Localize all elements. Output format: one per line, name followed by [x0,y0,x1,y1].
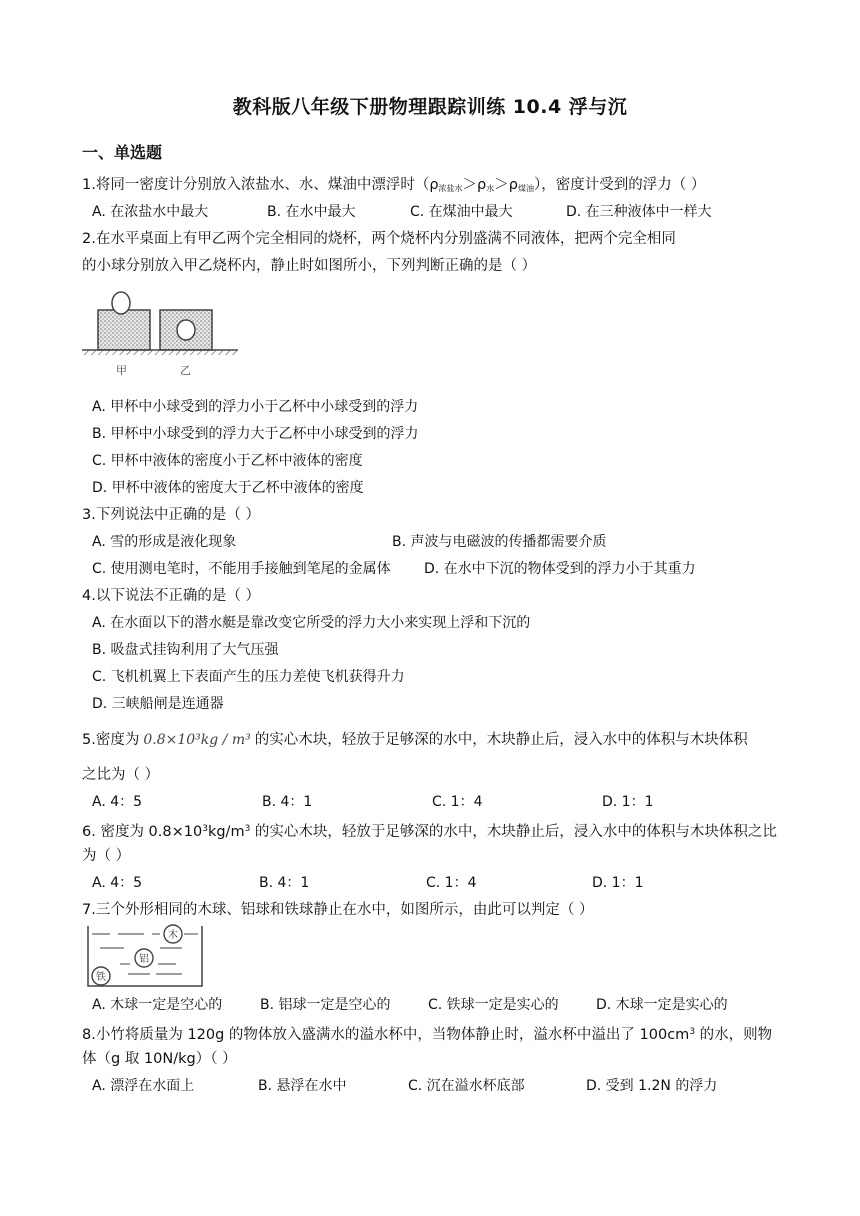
question-8-line-1 [82,1022,772,1045]
density-formula-image: 0.8×10³kg / m³ [143,732,251,748]
question-4-option-d: D. 三峡船闸是连通器 [92,696,224,712]
question-6-option-a: A. 4：5 [92,875,143,891]
question-6-text-c: 的实心木块，轻放于足够深的水中，木块静止后，浸入水中的体积与木块体积之比 [250,824,777,840]
question-8-line-2: 体（g 取 10N/kg）（ ） [82,1051,237,1067]
exponent-2: 3 [244,824,251,834]
ball-floating [112,292,130,314]
question-6-option-d: D. 1：1 [592,875,644,891]
question-4-option-a: A. 在水面以下的潜水艇是靠改变它所受的浮力大小来实现上浮和下沉的 [92,615,531,631]
ball-suspended [177,320,195,340]
rho-subscript-kerosene: 煤油 [517,184,534,193]
question-5-option-a: A. 4：5 [92,794,143,810]
question-8-option-d: D. 受到 1.2N 的浮力 [586,1078,718,1094]
question-5-line-1 [82,730,748,750]
page-title: 教科版八年级下册物理跟踪训练 10.4 浮与沉 [232,96,628,118]
question-2-line-2: 的小球分别放入甲乙烧杯内，静止时如图所小，下列判断正确的是（ ） [82,258,537,274]
question-7: 7.三个外形相同的木球、铝球和铁球静止在水中，如图所示，由此可以判定（ ） [82,902,594,918]
balls-in-water-figure [86,924,204,988]
question-5-line-2: 之比为（ ） [82,767,160,783]
beakers-figure [80,288,240,382]
question-4-option-b: B. 吸盘式挂钩利用了大气压强 [92,642,279,658]
exponent-1: 3 [202,824,208,834]
ball-wood-label: 木 [168,930,178,941]
question-8-option-c: C. 沉在溢水杯底部 [408,1078,525,1094]
question-2-line-1: 2.在水平桌面上有甲乙两个完全相同的烧杯，两个烧杯内分别盛满不同液体，把两个完全相同 [82,231,676,247]
question-2-option-d: D. 甲杯中液体的密度大于乙杯中液体的密度 [92,480,364,496]
question-5-text-a: 5.密度为 [82,732,140,748]
question-2-option-b: B. 甲杯中小球受到的浮力大于乙杯中小球受到的浮力 [92,426,419,442]
question-7-option-c: C. 铁球一定是实心的 [428,997,559,1013]
rho-subscript-water: 水 [486,184,495,193]
question-6-line-2: 为（ ） [82,848,131,864]
section-heading: 一、单选题 [82,143,163,162]
question-6-option-b: B. 4：1 [259,875,310,891]
question-1-option-c: C. 在煤油中最大 [410,204,513,220]
label-beaker-left: 甲 [116,364,127,377]
ball-iron-label: 铁 [96,972,106,983]
question-1-text-b: ＞ρ [462,177,487,193]
question-6-text-b: kg/m [207,824,245,840]
question-5-text-b: 的实心木块，轻放于足够深的水中，木块静止后，浸入水中的体积与木块体积 [254,732,748,748]
question-7-option-b: B. 铝球一定是空心的 [260,997,391,1013]
question-8-option-a: A. 漂浮在水面上 [92,1078,195,1094]
question-3-option-c: C. 使用测电笔时，不能用手接触到笔尾的金属体 [92,561,391,577]
beaker-left [98,310,150,350]
question-6-option-c: C. 1：4 [426,875,477,891]
rho-subscript-brine: 浓盐水 [438,184,463,193]
question-1 [82,175,705,199]
exponent-cm3: 3 [689,1027,696,1037]
question-1-option-d: D. 在三种液体中一样大 [566,204,712,220]
ball-aluminum-label: 铝 [139,954,149,965]
question-5-option-b: B. 4：1 [262,794,313,810]
question-2-option-a: A. 甲杯中小球受到的浮力小于乙杯中小球受到的浮力 [92,399,419,415]
question-1-text-a: 1.将同一密度计分别放入浓盐水、水、煤油中漂浮时（ρ [82,177,439,193]
question-7-option-a: A. 木球一定是空心的 [92,997,223,1013]
table-surface [82,350,238,355]
question-1-text-d: ），密度计受到的浮力（ ） [533,177,706,193]
question-2-option-c: C. 甲杯中液体的密度小于乙杯中液体的密度 [92,453,363,469]
question-6-text-a: 6. 密度为 0.8×10 [82,824,203,840]
question-8-option-b: B. 悬浮在水中 [258,1078,347,1094]
question-4-option-c: C. 飞机机翼上下表面产生的压力差使飞机获得升力 [92,669,405,685]
question-8-text-b: 的水，则物 [695,1027,773,1043]
question-8-text-a: 8.小竹将质量为 120g 的物体放入盛满水的溢水杯中，当物体静止时，溢水杯中溢出了 100cm [82,1027,690,1043]
question-4: 4.以下说法不正确的是（ ） [82,588,260,604]
question-7-option-d: D. 木球一定是实心的 [596,997,728,1013]
question-5-option-c: C. 1：4 [432,794,483,810]
question-1-text-c: ＞ρ [494,177,518,193]
question-3: 3.下列说法中正确的是（ ） [82,507,260,523]
label-beaker-right: 乙 [180,364,191,377]
question-5-option-d: D. 1：1 [602,794,654,810]
question-3-option-a: A. 雪的形成是液化现象 [92,534,237,550]
question-1-option-b: B. 在水中最大 [267,204,356,220]
question-6-line-1 [82,819,777,842]
question-1-option-a: A. 在浓盐水中最大 [92,204,209,220]
question-3-option-b: B. 声波与电磁波的传播都需要介质 [392,534,607,550]
question-3-option-d: D. 在水中下沉的物体受到的浮力小于其重力 [424,561,696,577]
